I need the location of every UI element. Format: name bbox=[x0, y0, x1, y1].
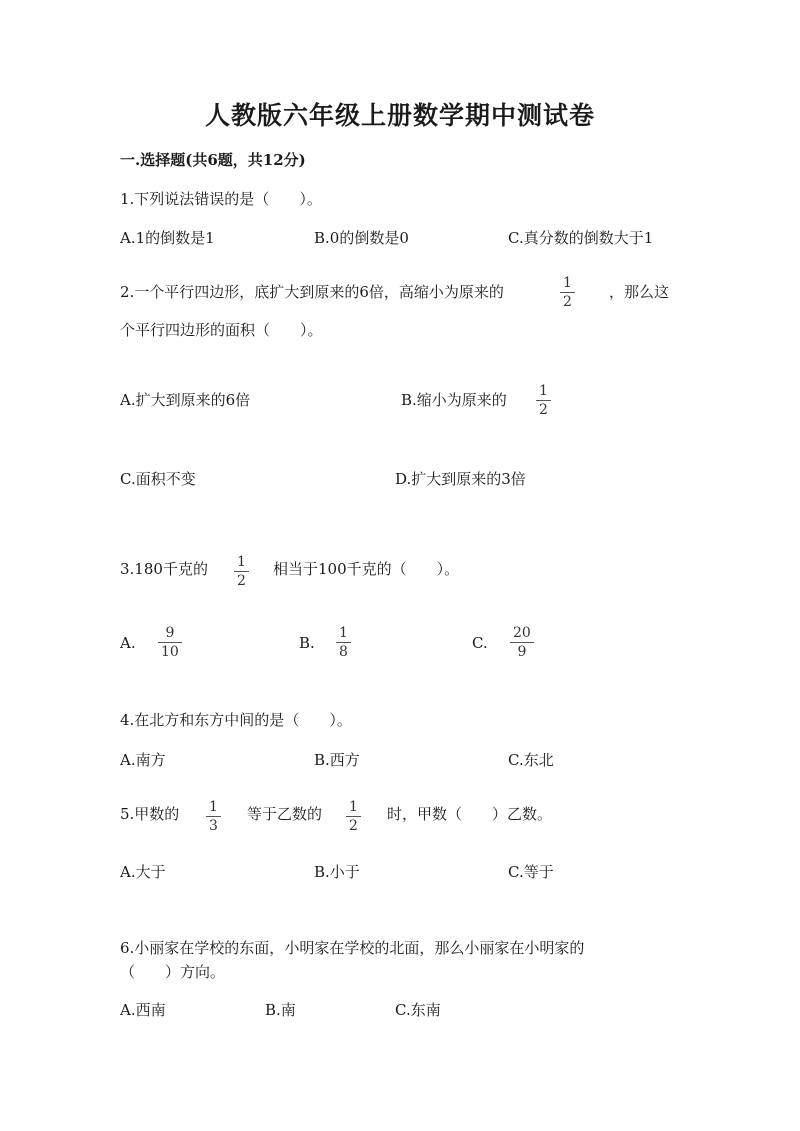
fraction-bar bbox=[336, 642, 351, 643]
q3-option-a[interactable]: A. bbox=[120, 634, 136, 652]
q1-option-c[interactable]: C.真分数的倒数大于1 bbox=[508, 229, 654, 247]
fraction-bar bbox=[234, 571, 249, 572]
fraction-bar bbox=[158, 642, 182, 643]
fraction-bar bbox=[346, 816, 361, 817]
fraction-numerator: 9 bbox=[165, 625, 175, 641]
q6-option-b[interactable]: B.南 bbox=[265, 1001, 296, 1019]
q4-option-b[interactable]: B.西方 bbox=[314, 751, 360, 769]
q3-fraction bbox=[234, 554, 249, 589]
fraction-numerator: 20 bbox=[513, 625, 531, 641]
fraction-bar bbox=[536, 400, 551, 401]
q3-option-c-fraction bbox=[510, 625, 534, 660]
fraction-denominator: 8 bbox=[339, 644, 348, 660]
fraction-numerator: 1 bbox=[237, 554, 246, 570]
fraction-bar bbox=[560, 292, 575, 293]
fraction-denominator: 2 bbox=[539, 402, 548, 418]
q3-option-a-fraction bbox=[158, 625, 182, 660]
q3-stem-part2: 相当于100千克的（ ）。 bbox=[273, 560, 460, 578]
q5-option-c[interactable]: C.等于 bbox=[508, 863, 554, 881]
q4-option-a[interactable]: A.南方 bbox=[120, 751, 166, 769]
q4-stem: 4.在北方和东方中间的是（ ）。 bbox=[120, 711, 352, 729]
fraction-numerator: 1 bbox=[563, 275, 572, 291]
fraction-numerator: 1 bbox=[349, 799, 358, 815]
fraction-numerator: 1 bbox=[539, 383, 548, 399]
q5-fraction-2 bbox=[346, 799, 361, 834]
q3-option-b-fraction bbox=[336, 625, 351, 660]
fraction-bar bbox=[510, 642, 534, 643]
q5-stem-part3: 时，甲数（ ）乙数。 bbox=[387, 805, 553, 823]
q3-stem-part1: 3.180千克的 bbox=[120, 560, 208, 578]
fraction-denominator: 2 bbox=[563, 294, 572, 310]
fraction-denominator: 9 bbox=[517, 644, 527, 660]
q2-stem-part1: 2.一个平行四边形，底扩大到原来的6倍，高缩小为原来的 bbox=[120, 283, 504, 301]
page-title: 人教版六年级上册数学期中测试卷 bbox=[204, 101, 595, 130]
q3-option-c[interactable]: C. bbox=[472, 634, 488, 652]
q6-option-c[interactable]: C.东南 bbox=[395, 1001, 441, 1019]
q1-option-a[interactable]: A.1的倒数是1 bbox=[120, 229, 215, 247]
q5-option-b[interactable]: B.小于 bbox=[314, 863, 360, 881]
fraction-denominator: 2 bbox=[349, 818, 358, 834]
q6-stem-line1: 6.小丽家在学校的东面，小明家在学校的北面，那么小丽家在小明家的 bbox=[120, 939, 585, 957]
q2-option-b-fraction bbox=[536, 383, 551, 418]
q2-option-a[interactable]: A.扩大到原来的6倍 bbox=[120, 391, 251, 409]
q5-fraction-1 bbox=[206, 799, 221, 834]
fraction-denominator: 2 bbox=[237, 573, 246, 589]
q3-option-b[interactable]: B. bbox=[299, 634, 315, 652]
q2-option-b[interactable]: B.缩小为原来的 bbox=[401, 391, 507, 409]
q4-option-c[interactable]: C.东北 bbox=[508, 751, 554, 769]
fraction-denominator: 10 bbox=[161, 644, 179, 660]
fraction-denominator: 3 bbox=[209, 818, 218, 834]
q6-option-a[interactable]: A.西南 bbox=[120, 1001, 166, 1019]
fraction-numerator: 1 bbox=[339, 625, 348, 641]
q2-fraction bbox=[560, 275, 575, 310]
q5-stem-part2: 等于乙数的 bbox=[247, 805, 323, 823]
q1-option-b[interactable]: B.0的倒数是0 bbox=[314, 229, 409, 247]
fraction-numerator: 1 bbox=[209, 799, 218, 815]
fraction-bar bbox=[206, 816, 221, 817]
q1-stem: 1.下列说法错误的是（ ）。 bbox=[120, 190, 322, 208]
q5-stem-part1: 5.甲数的 bbox=[120, 805, 180, 823]
q2-stem-line2: 个平行四边形的面积（ ）。 bbox=[120, 321, 323, 339]
q2-option-c[interactable]: C.面积不变 bbox=[120, 470, 196, 488]
q2-option-d[interactable]: D.扩大到原来的3倍 bbox=[395, 470, 526, 488]
section-heading: 一.选择题(共6题，共12分) bbox=[120, 151, 306, 169]
q2-stem-part2: ，那么这 bbox=[609, 283, 670, 301]
q5-option-a[interactable]: A.大于 bbox=[120, 863, 166, 881]
q6-stem-line2: （ ）方向。 bbox=[120, 963, 226, 981]
